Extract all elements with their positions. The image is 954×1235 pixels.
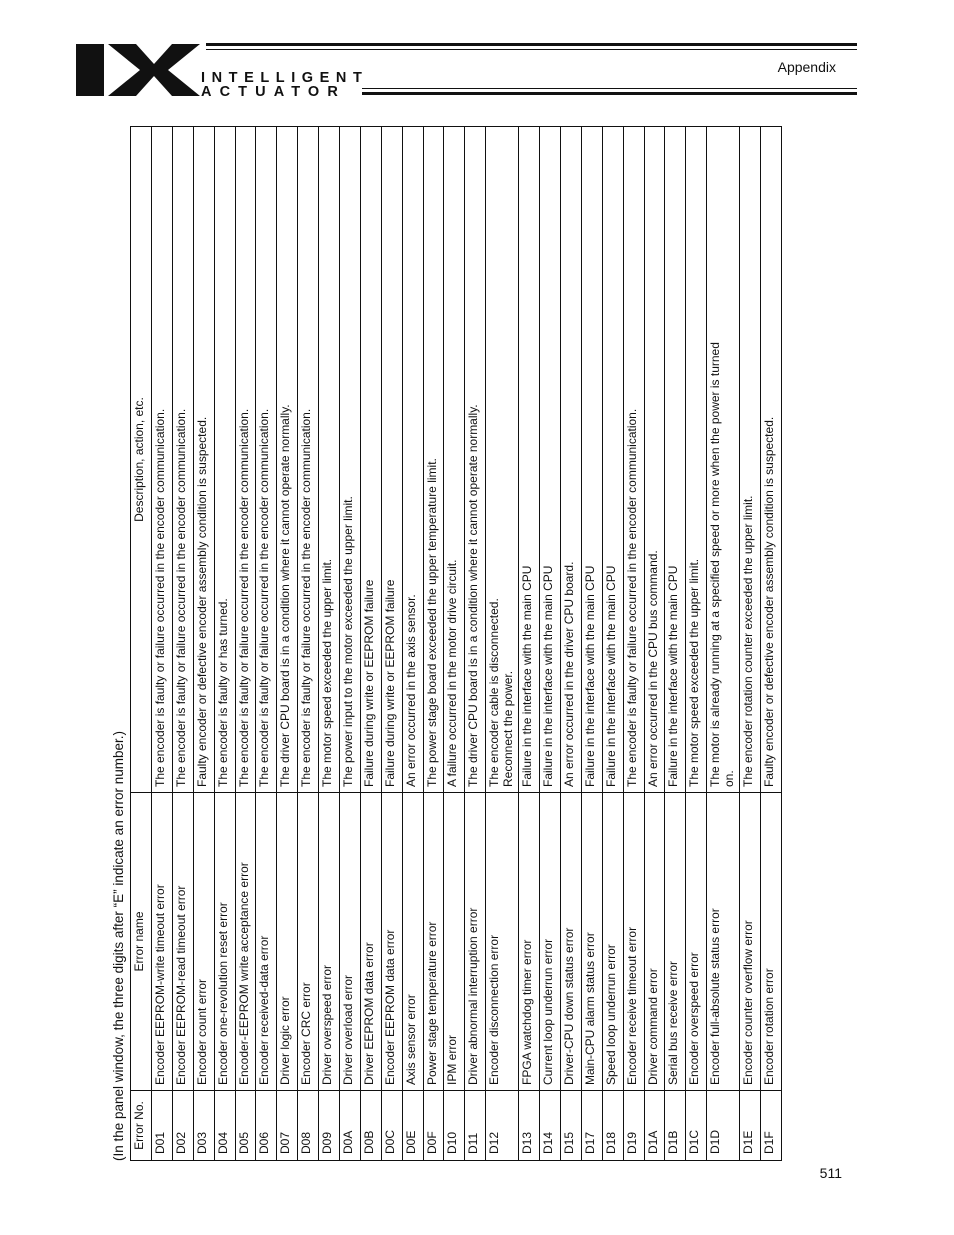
error-name-cell-text: Axis sensor error [403,994,418,1085]
table-row [340,127,361,1161]
error-name-cell-text: Power stage temperature error [424,921,439,1085]
error-number-cell-text: D0A [341,1130,356,1154]
error-name-cell [277,793,298,1091]
description-cell-text: An error occurred in the CPU bus command. [645,550,660,787]
error-number-cell [519,1091,540,1161]
error-name-cell [761,793,782,1091]
header-rule-top-thin [206,49,857,50]
error-number-cell [707,1091,740,1161]
error-name-cell-text: FPGA watchdog timer error [520,939,535,1085]
description-cell [298,127,319,793]
error-number-cell [561,1091,582,1161]
error-name-cell-text: Driver-CPU down status error [562,927,577,1085]
table-row [540,127,561,1161]
error-name-cell [540,793,561,1091]
description-cell-text: Faulty encoder or defective encoder assembly condition is suspected. [762,416,777,787]
table-row [277,127,298,1161]
error-number-cell [360,1091,381,1161]
table-row [602,127,623,1161]
table-row [172,127,193,1161]
error-number-cell-text: D0B [361,1130,376,1154]
table-row [423,127,444,1161]
error-number-cell [319,1091,340,1161]
error-name-cell-text: Encoder one-revolution reset error [215,902,230,1085]
error-number-cell [235,1091,256,1161]
description-cell-text-line2: on. [722,770,737,787]
error-number-cell [602,1091,623,1161]
table-body [152,127,782,1161]
error-number-cell [740,1091,761,1161]
table-row [740,127,761,1161]
description-cell-text: The encoder is faulty or failure occurred in the encoder communication. [173,408,188,787]
table-row [402,127,423,1161]
error-name-cell-text: Driver logic error [278,996,293,1085]
table-row [519,127,540,1161]
table-row [623,127,644,1161]
description-cell [519,127,540,793]
description-cell-text: The power stage board exceeded the upper temperature limit. [424,458,439,787]
logo-text-actuator: ACTUATOR [201,84,339,100]
error-name-cell-text: Current loop underrun error [541,938,556,1085]
error-name-cell-text: Encoder CRC error [299,982,314,1085]
error-number-cell-text: D18 [603,1131,618,1154]
description-cell [686,127,707,793]
description-cell [740,127,761,793]
table-row [256,127,277,1161]
error-number-cell [402,1091,423,1161]
error-name-cell [193,793,214,1091]
description-cell [381,127,402,793]
error-name-cell-text: Encoder receive timeout error [624,926,639,1085]
error-number-cell-text: D1F [762,1131,777,1154]
error-name-cell [581,793,602,1091]
error-number-cell [665,1091,686,1161]
error-number-cell [644,1091,665,1161]
error-name-cell [486,793,519,1091]
table-row [581,127,602,1161]
error-name-cell [444,793,465,1091]
error-name-cell-text: Encoder EEPROM-read timeout error [173,885,188,1085]
description-cell-text: Failure in the interface with the main CPU [541,565,556,787]
error-number-cell-text: D05 [236,1131,251,1154]
error-name-cell-text: Main-CPU alarm status error [582,932,597,1085]
error-name-cell-text: Encoder disconnection error [487,934,502,1085]
header-rule-top-thick [206,43,857,46]
error-name-cell-text: Encoder count error [194,978,209,1085]
error-name-cell [602,793,623,1091]
error-number-cell-text: D04 [215,1131,230,1154]
description-cell [540,127,561,793]
description-cell [277,127,298,793]
error-name-cell-text: Speed loop underrun error [603,944,618,1085]
description-cell [465,127,486,793]
error-number-cell [540,1091,561,1161]
error-number-cell-text: D01 [153,1131,167,1154]
error-name-cell [172,793,193,1091]
table-row [444,127,465,1161]
description-cell-text: Failure during write or EEPROM failure [382,579,397,787]
description-cell-text: The encoder is faulty or failure occurred in the encoder communication. [153,408,167,787]
error-name-cell-text: Encoder received-data error [257,935,272,1085]
description-cell-text: The motor speed exceeded the upper limit. [320,558,335,787]
section-label: Appendix [777,59,836,75]
column-header: Error No. [131,1091,152,1161]
description-cell [172,127,193,793]
error-name-cell [686,793,707,1091]
description-cell [665,127,686,793]
description-cell-text: A failure occurred in the motor drive circuit. [445,559,460,787]
error-name-cell [519,793,540,1091]
description-cell-text: The encoder is faulty or failure occurred in the encoder communication. [299,408,314,787]
error-name-cell [319,793,340,1091]
table-row [360,127,381,1161]
error-name-cell [256,793,277,1091]
description-cell-text: The encoder is faulty or failure occurred in the encoder communication. [257,408,272,787]
error-name-cell [465,793,486,1091]
error-number-cell [423,1091,444,1161]
description-cell [235,127,256,793]
error-name-cell [665,793,686,1091]
description-cell-text: Failure in the interface with the main CPU [582,565,597,787]
description-cell [256,127,277,793]
error-name-cell-text: Serial bus receive error [666,960,681,1085]
error-name-cell [381,793,402,1091]
table-row [214,127,235,1161]
description-cell-text: An error occurred in the driver CPU board. [562,561,577,787]
error-number-cell-text: D02 [173,1131,188,1154]
table-row [465,127,486,1161]
error-table [130,126,782,1161]
table-row [761,127,782,1161]
error-number-cell-text: D06 [257,1131,272,1154]
error-number-cell [444,1091,465,1161]
error-name-cell-text: Encoder EEPROM data error [382,929,397,1085]
error-number-cell-text: D1E [741,1130,756,1154]
error-name-cell-text: Driver command error [645,968,660,1085]
rotated-content [108,127,800,1161]
error-number-cell [465,1091,486,1161]
error-name-cell-text: Encoder-EEPROM write acceptance error [236,862,251,1085]
error-name-cell-text: Encoder full-absolute status error [708,908,723,1085]
column-header: Description, action, etc. [131,127,152,793]
error-number-cell [581,1091,602,1161]
table-row [193,127,214,1161]
error-name-cell [402,793,423,1091]
description-cell-text: Faulty encoder or defective encoder assembly condition is suspected. [194,416,209,787]
header-rule-bottom-thick [362,92,857,95]
error-number-cell [298,1091,319,1161]
description-cell-text: An error occurred in the axis sensor. [403,594,418,787]
table-row [152,127,173,1161]
error-name-cell [561,793,582,1091]
error-number-cell [277,1091,298,1161]
description-cell-text: The encoder cable is disconnected. [487,598,502,787]
error-number-cell-text: D03 [194,1131,209,1154]
description-cell-text: Failure in the interface with the main CPU [603,565,618,787]
error-name-cell [152,793,173,1091]
error-name-cell [707,793,740,1091]
error-number-cell-text: D0F [424,1131,439,1154]
description-cell [193,127,214,793]
error-name-cell-text: Driver overload error [341,974,356,1085]
error-name-cell-text: Encoder counter overflow error [741,920,756,1085]
error-name-cell [214,793,235,1091]
error-number-cell-text: D1D [708,1129,723,1154]
description-cell [214,127,235,793]
error-number-cell [486,1091,519,1161]
description-cell-text: The motor speed exceeded the upper limit. [687,558,702,787]
description-cell-text: Failure in the interface with the main CPU [520,565,535,787]
description-cell [623,127,644,793]
error-number-cell-text: D19 [624,1131,639,1154]
table-row [381,127,402,1161]
page-number: 511 [819,1165,842,1181]
error-name-cell-text: Driver abnormal interruption error [466,907,481,1085]
table-row [486,127,519,1161]
description-cell-text: Failure in the interface with the main CPU [666,565,681,787]
error-number-cell-text: D0C [382,1129,397,1154]
description-cell-text: The motor is already running at a specified speed or more when the power is turned [708,342,723,787]
error-number-cell [761,1091,782,1161]
table-row [298,127,319,1161]
error-number-cell [193,1091,214,1161]
error-name-cell-text: Encoder rotation error [762,968,777,1085]
error-name-cell-text: Encoder overspeed error [687,952,702,1085]
logo-text-intelligent: INTELLIGENT [201,70,363,86]
header-rule-bottom-thin [362,88,857,89]
description-cell [581,127,602,793]
description-cell [486,127,519,793]
description-cell [340,127,361,793]
table-row [707,127,740,1161]
error-name-cell-text: IPM error [445,1034,460,1085]
error-number-cell [214,1091,235,1161]
error-number-cell [686,1091,707,1161]
error-number-cell-text: D0E [403,1130,418,1154]
error-number-cell-text: D08 [299,1131,314,1154]
error-name-cell [235,793,256,1091]
error-number-cell [172,1091,193,1161]
description-cell [319,127,340,793]
error-name-cell-text: Driver EEPROM data error [361,942,376,1085]
error-number-cell-text: D14 [541,1131,556,1154]
table-note: (In the panel window, the three digits after “E” indicate an error number.) [111,731,126,1161]
error-name-cell [360,793,381,1091]
error-name-cell-text: Encoder EEPROM-write timeout error [153,884,167,1085]
description-cell-text: The driver CPU board is in a condition where it cannot operate normally. [466,404,481,787]
error-number-cell-text: D1A [645,1130,660,1154]
error-number-cell-text: D07 [278,1131,293,1154]
error-name-cell [740,793,761,1091]
column-header: Error name [131,793,152,1091]
description-cell-text-line2: Reconnect the power. [501,670,516,787]
error-name-cell [644,793,665,1091]
error-number-cell-text: D1C [687,1129,702,1154]
error-number-cell-text: D10 [445,1131,460,1154]
description-cell-text: The encoder is faulty or has turned. [215,598,230,787]
description-cell-text: The encoder is faulty or failure occurred in the encoder communication. [624,408,639,787]
error-number-cell [256,1091,277,1161]
error-name-cell [623,793,644,1091]
table-row [644,127,665,1161]
description-cell [360,127,381,793]
error-number-cell-text: D15 [562,1131,577,1154]
description-cell [707,127,740,793]
error-name-cell [298,793,319,1091]
description-cell [402,127,423,793]
description-cell [644,127,665,793]
description-cell [152,127,173,793]
table-row [665,127,686,1161]
description-cell [761,127,782,793]
error-number-cell-text: D11 [466,1132,481,1154]
error-number-cell-text: D17 [582,1131,597,1154]
ix-logo [76,42,366,102]
description-cell [423,127,444,793]
description-cell-text: The encoder rotation counter exceeded the upper limit. [741,495,756,787]
error-number-cell-text: D1B [666,1130,681,1154]
table-header-row [131,127,152,1161]
description-cell [561,127,582,793]
error-number-cell [623,1091,644,1161]
table-row [686,127,707,1161]
error-number-cell [381,1091,402,1161]
error-number-cell-text: D13 [520,1131,535,1154]
table-row [319,127,340,1161]
error-name-cell [340,793,361,1091]
table-row [235,127,256,1161]
description-cell [602,127,623,793]
error-number-cell [340,1091,361,1161]
error-number-cell-text: D12 [487,1131,502,1154]
error-number-cell [152,1091,173,1161]
error-name-cell [423,793,444,1091]
description-cell-text: The power input to the motor exceeded the upper limit. [341,496,356,787]
description-cell-text: Failure during write or EEPROM failure [361,579,376,787]
error-name-cell-text: Driver overspeed error [320,964,335,1085]
error-number-cell-text: D09 [320,1131,335,1154]
table-row [561,127,582,1161]
description-cell [444,127,465,793]
description-cell-text: The driver CPU board is in a condition where it cannot operate normally. [278,404,293,787]
description-cell-text: The encoder is faulty or failure occurred in the encoder communication. [236,408,251,787]
page-header [0,0,954,110]
